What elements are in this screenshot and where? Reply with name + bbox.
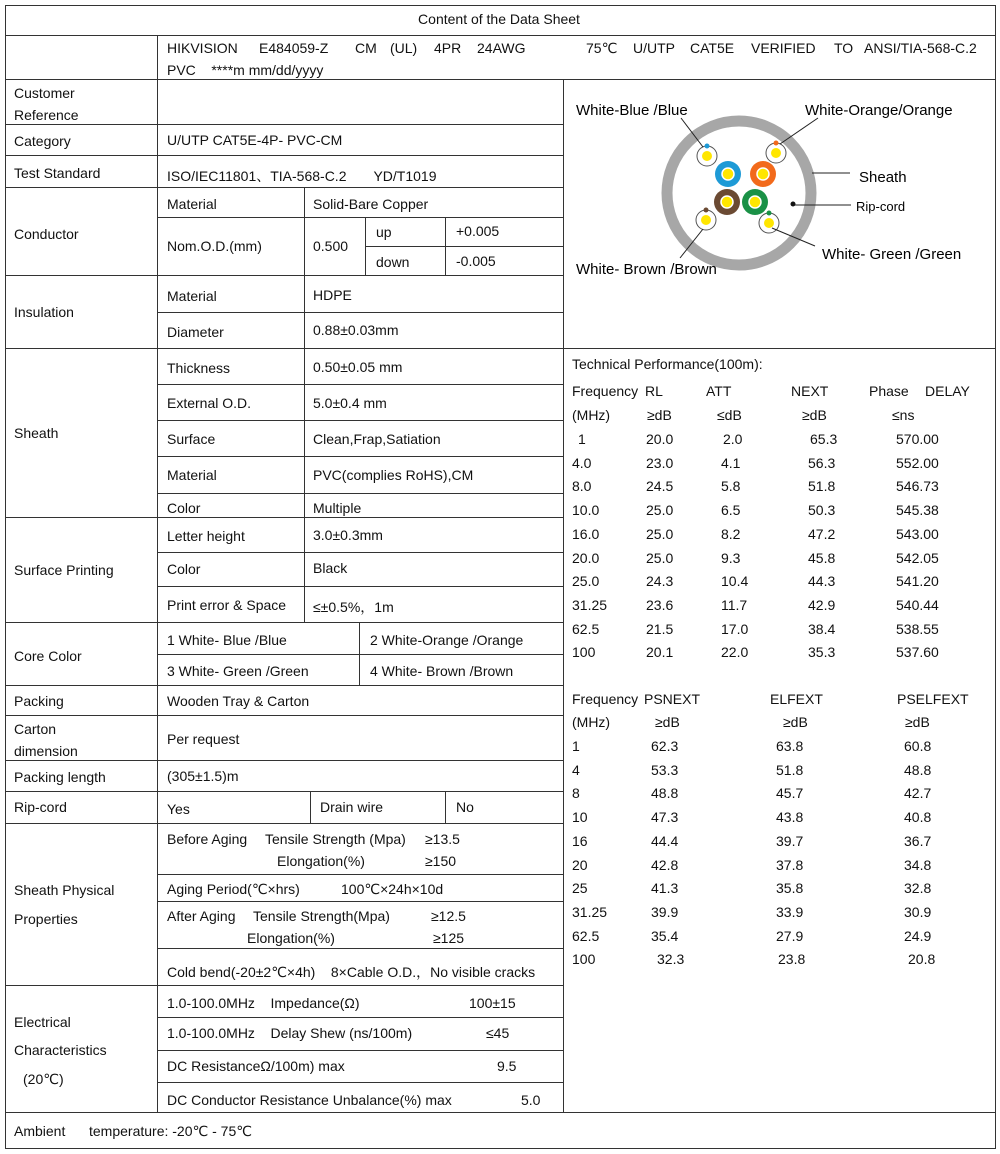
perf1-cell: 25.0 xyxy=(646,525,674,542)
insulation-material-label: Material xyxy=(167,288,217,304)
after-elongation-value: ≥125 xyxy=(433,930,465,946)
sheath-row-label: Color xyxy=(167,500,201,516)
conductor-od-value: 0.500 xyxy=(313,238,349,254)
perf1-cell: 47.2 xyxy=(808,525,836,542)
perf1-cell: 56.3 xyxy=(808,454,836,471)
perf2-unit: ≥dB xyxy=(655,714,680,730)
perf2-header: Frequency xyxy=(572,691,639,707)
category-label: Category xyxy=(14,133,71,149)
perf2-cell: 42.7 xyxy=(904,785,932,802)
perf2-cell: 45.7 xyxy=(776,785,804,802)
packing-label: Packing xyxy=(14,693,64,709)
packing-length-label: Packing length xyxy=(14,769,106,785)
perf1-cell: 8.2 xyxy=(721,525,741,542)
rip-cord-dot xyxy=(791,202,796,207)
carton-value: Per request xyxy=(167,731,240,747)
orange-core-conductor xyxy=(757,168,769,180)
perf1-header: NEXT xyxy=(791,383,829,399)
drain-wire-value: No xyxy=(456,799,474,815)
surface-printing-row-value: Black xyxy=(313,560,348,576)
sheath-label: Sheath xyxy=(14,425,59,441)
perf2-cell: 25 xyxy=(572,880,588,897)
label-white-blue: White-Blue /Blue xyxy=(576,102,688,119)
perf1-cell: 545.38 xyxy=(896,502,939,519)
perf1-cell: 24.5 xyxy=(646,478,674,495)
perf2-cell: 24.9 xyxy=(904,927,932,944)
aging-period-value: 100℃×24h×10d xyxy=(341,881,444,897)
sheath-row-label: External O.D. xyxy=(167,395,252,411)
green-stripe-dot xyxy=(767,211,772,216)
perf1-cell: 8.0 xyxy=(572,478,592,495)
perf1-cell: 51.8 xyxy=(808,478,836,495)
perf1-cell: 20.0 xyxy=(646,431,674,447)
perf2-cell: 60.8 xyxy=(904,738,932,754)
perf2-cell: 32.8 xyxy=(904,880,932,897)
label-white-green: White- Green /Green xyxy=(822,246,962,263)
perf1-cell: 24.3 xyxy=(646,573,674,590)
perf2-cell: 62.3 xyxy=(651,738,679,754)
cold-bend-text: Cold bend(-20±2℃×4h) 8×Cable O.D.，No visible cracks xyxy=(167,964,536,980)
perf2-cell: 42.8 xyxy=(651,856,679,873)
surface-printing-row-label: Print error & Space xyxy=(167,597,287,613)
after-tensile-label: Tensile Strength(Mpa) xyxy=(253,908,390,924)
perf1-cell: 538.55 xyxy=(896,620,939,637)
brown-core-conductor xyxy=(721,196,733,208)
carton-label-2: dimension xyxy=(14,743,78,759)
perf1-cell: 20.0 xyxy=(572,549,600,566)
perf1-header: DELAY xyxy=(925,383,970,399)
dc-resistance-value: 9.5 xyxy=(497,1058,517,1074)
sheath-row-label: Surface xyxy=(167,431,216,447)
perf2-unit: ≥dB xyxy=(905,714,930,730)
perf1-cell: 543.00 xyxy=(896,525,939,542)
perf2-cell: 47.3 xyxy=(651,809,679,826)
customer-reference-label: Customer xyxy=(14,85,75,101)
tensile-label: Tensile Strength (Mpa) xyxy=(265,831,406,847)
perf2-cell: 4 xyxy=(572,761,580,778)
perf1-cell: 35.3 xyxy=(808,644,836,661)
test-standard-label: Test Standard xyxy=(14,165,101,181)
perf2-cell: 39.9 xyxy=(651,903,679,920)
perf1-header: ATT xyxy=(706,383,732,399)
conductor-down-label: down xyxy=(376,254,410,270)
dc-resistance-label: DC ResistanceΩ/100m) max xyxy=(167,1058,345,1074)
white-blue-stripe-conductor xyxy=(702,151,712,161)
perf1-cell: 1 xyxy=(578,431,586,447)
delay-skew-value: ≤45 xyxy=(486,1025,510,1041)
after-elongation-label: Elongation(%) xyxy=(247,930,335,946)
sheath-row-value: 5.0±0.4 mm xyxy=(313,395,387,411)
dc-unbalance-value: 5.0 xyxy=(521,1092,541,1108)
rip-cord-label: Rip-cord xyxy=(14,799,67,815)
performance-title: Technical Performance(100m): xyxy=(572,356,763,372)
elongation-value: ≥150 xyxy=(425,853,457,869)
perf2-cell: 20 xyxy=(572,856,588,873)
perf2-cell: 53.3 xyxy=(651,761,679,778)
core-color-3: 3 White- Green /Green xyxy=(167,663,309,679)
perf1-header: RL xyxy=(645,383,663,399)
perf2-cell: 41.3 xyxy=(651,880,679,897)
core-color-4: 4 White- Brown /Brown xyxy=(370,663,514,679)
insulation-label: Insulation xyxy=(14,304,74,320)
insulation-diameter-value: 0.88±0.03mm xyxy=(313,322,399,338)
elongation-label: Elongation(%) xyxy=(277,853,365,869)
sheath-row-value: Multiple xyxy=(313,500,362,516)
perf1-unit: ≥dB xyxy=(802,407,827,423)
category-value: U/UTP CAT5E-4P- PVC-CM xyxy=(167,132,343,148)
perf1-cell: 65.3 xyxy=(810,431,838,447)
white-orange-stripe-conductor xyxy=(771,148,781,158)
delay-skew-label: 1.0-100.0MHz Delay Shew (ns/100m) xyxy=(167,1025,413,1041)
packing-length-value: (305±1.5)m xyxy=(167,768,239,784)
sheath-row-value: Clean,Frap,Satiation xyxy=(313,431,441,447)
blue-core-conductor xyxy=(722,168,734,180)
perf1-cell: 100 xyxy=(572,644,596,661)
core-color-1: 1 White- Blue /Blue xyxy=(167,632,287,648)
brown-stripe-dot xyxy=(704,208,709,213)
sheath-row-value: 0.50±0.05 mm xyxy=(313,359,403,375)
surface-printing-row-value: 3.0±0.3mm xyxy=(313,527,383,543)
label-sheath: Sheath xyxy=(859,169,907,186)
perf2-cell: 39.7 xyxy=(776,832,804,849)
perf2-unit: ≥dB xyxy=(783,714,808,730)
ambient-label: Ambient xyxy=(14,1123,66,1139)
perf1-cell: 552.00 xyxy=(896,454,939,471)
perf1-cell: 25.0 xyxy=(646,502,674,519)
impedance-value: 100±15 xyxy=(469,995,516,1011)
blue-stripe-dot xyxy=(705,144,710,149)
perf1-cell: 22.0 xyxy=(721,644,749,661)
white-brown-stripe-conductor xyxy=(701,215,711,225)
perf1-cell: 9.3 xyxy=(721,549,741,566)
perf1-header: Frequency xyxy=(572,383,639,399)
before-aging-label: Before Aging xyxy=(167,831,248,847)
perf2-cell: 32.3 xyxy=(657,951,685,968)
perf1-cell: 537.60 xyxy=(896,644,939,661)
perf2-cell: 40.8 xyxy=(904,809,932,826)
perf1-cell: 546.73 xyxy=(896,478,939,495)
label-white-brown: White- Brown /Brown xyxy=(576,261,717,278)
impedance-label: 1.0-100.0MHz Impedance(Ω) xyxy=(167,995,360,1011)
perf1-unit: (MHz) xyxy=(572,407,611,423)
perf1-cell: 38.4 xyxy=(808,620,836,637)
ambient-value: temperature: -20℃ - 75℃ xyxy=(89,1123,252,1139)
perf1-cell: 541.20 xyxy=(896,573,939,590)
perf2-cell: 48.8 xyxy=(904,761,932,778)
perf2-cell: 27.9 xyxy=(776,927,804,944)
perf1-cell: 17.0 xyxy=(721,620,749,637)
perf1-cell: 23.0 xyxy=(646,454,674,471)
perf1-header: Phase xyxy=(869,383,909,399)
conductor-down-value: -0.005 xyxy=(456,253,496,269)
sheath-physical-label-2: Properties xyxy=(14,911,78,927)
perf2-cell: 51.8 xyxy=(776,761,804,778)
perf1-cell: 25.0 xyxy=(646,549,674,566)
perf2-header: PSELFEXT xyxy=(897,691,969,707)
perf1-unit: ≤dB xyxy=(717,407,742,423)
conductor-od-label: Nom.O.D.(mm) xyxy=(167,238,262,254)
drain-wire-label: Drain wire xyxy=(320,799,384,815)
surface-printing-label: Surface Printing xyxy=(14,562,114,578)
conductor-up-label: up xyxy=(376,224,392,240)
after-tensile-value: ≥12.5 xyxy=(431,908,466,924)
surface-printing-row-label: Letter height xyxy=(167,528,245,544)
rip-cord-value: Yes xyxy=(167,801,190,817)
perf2-cell: 10 xyxy=(572,809,588,826)
perf1-cell: 23.6 xyxy=(646,596,674,613)
perf2-cell: 62.5 xyxy=(572,927,600,944)
green-core-conductor xyxy=(749,196,761,208)
perf2-header: PSNEXT xyxy=(644,691,701,707)
perf2-cell: 8 xyxy=(572,785,580,802)
conductor-up-value: +0.005 xyxy=(456,223,500,239)
core-color-2: 2 White-Orange /Orange xyxy=(370,632,524,648)
electrical-label-2: Characteristics xyxy=(14,1042,107,1058)
perf1-cell: 31.25 xyxy=(572,596,608,613)
surface-printing-row-value: ≤±0.5%，1m xyxy=(313,599,394,615)
label-white-orange: White-Orange/Orange xyxy=(805,102,953,119)
perf2-cell: 37.8 xyxy=(776,856,804,873)
packing-value: Wooden Tray & Carton xyxy=(167,693,310,709)
perf1-unit: ≤ns xyxy=(892,407,915,423)
dc-unbalance-label: DC Conductor Resistance Unbalance(%) max xyxy=(167,1092,452,1108)
customer-reference-label-2: Reference xyxy=(14,107,79,123)
perf2-cell: 31.25 xyxy=(572,903,608,920)
perf1-cell: 4.1 xyxy=(721,454,741,471)
orange-stripe-dot xyxy=(774,141,779,146)
perf1-cell: 45.8 xyxy=(808,549,836,566)
perf1-cell: 20.1 xyxy=(646,644,674,661)
carton-label: Carton xyxy=(14,721,57,737)
electrical-label-3: (20℃) xyxy=(23,1071,64,1087)
perf1-cell: 10.4 xyxy=(721,573,749,590)
perf2-unit: (MHz) xyxy=(572,714,611,730)
perf1-cell: 570.00 xyxy=(896,431,939,447)
perf2-cell: 44.4 xyxy=(651,832,679,849)
surface-printing-row-label: Color xyxy=(167,561,201,577)
insulation-diameter-label: Diameter xyxy=(167,324,224,340)
sheath-row-label: Thickness xyxy=(167,360,231,376)
perf1-cell: 16.0 xyxy=(572,525,600,542)
aging-period-label: Aging Period(℃×hrs) xyxy=(167,881,300,897)
perf1-cell: 6.5 xyxy=(721,502,741,519)
sheath-ring xyxy=(667,121,811,265)
perf2-cell: 35.8 xyxy=(776,880,804,897)
insulation-material-value: HDPE xyxy=(313,287,352,303)
perf1-cell: 25.0 xyxy=(572,573,600,590)
core-color-label: Core Color xyxy=(14,648,82,664)
perf2-cell: 36.7 xyxy=(904,832,932,849)
perf2-cell: 30.9 xyxy=(904,903,932,920)
perf2-cell: 33.9 xyxy=(776,903,804,920)
perf1-cell: 10.0 xyxy=(572,502,600,519)
tensile-value: ≥13.5 xyxy=(425,831,460,847)
page-title: Content of the Data Sheet xyxy=(418,11,580,27)
electrical-label: Electrical xyxy=(14,1014,71,1030)
perf2-cell: 16 xyxy=(572,832,588,849)
perf1-unit: ≥dB xyxy=(647,407,672,423)
perf1-cell: 50.3 xyxy=(808,502,836,519)
sheath-physical-label: Sheath Physical xyxy=(14,882,115,898)
perf1-cell: 42.9 xyxy=(808,596,836,613)
perf1-cell: 542.05 xyxy=(896,549,939,566)
conductor-material-value: Solid-Bare Copper xyxy=(313,196,429,212)
perf2-cell: 1 xyxy=(572,738,580,754)
after-aging-label: After Aging xyxy=(167,908,236,924)
leader-lines xyxy=(680,118,851,258)
white-green-stripe-conductor xyxy=(764,218,774,228)
perf1-cell: 4.0 xyxy=(572,454,592,471)
conductor-label: Conductor xyxy=(14,226,79,242)
conductor-material-label: Material xyxy=(167,196,217,212)
perf2-cell: 100 xyxy=(572,951,596,968)
perf1-cell: 62.5 xyxy=(572,620,600,637)
sheath-row-label: Material xyxy=(167,467,217,483)
test-standard-value: ISO/IEC11801、TIA-568-C.2 YD/T1019 xyxy=(167,168,437,184)
cable-diagram xyxy=(667,121,811,265)
perf1-cell: 540.44 xyxy=(896,596,939,613)
perf2-cell: 35.4 xyxy=(651,927,679,944)
perf2-cell: 20.8 xyxy=(908,951,936,968)
perf1-cell: 2.0 xyxy=(723,431,743,447)
perf1-cell: 5.8 xyxy=(721,478,741,495)
perf2-cell: 43.8 xyxy=(776,809,804,826)
sheath-row-value: PVC(complies RoHS),CM xyxy=(313,467,474,483)
perf2-cell: 34.8 xyxy=(904,856,932,873)
perf2-header: ELFEXT xyxy=(770,691,823,707)
label-rip-cord: Rip-cord xyxy=(856,199,906,214)
perf2-cell: 48.8 xyxy=(651,785,679,802)
perf2-cell: 63.8 xyxy=(776,738,804,754)
perf1-cell: 21.5 xyxy=(646,620,674,637)
perf1-cell: 11.7 xyxy=(721,596,748,613)
perf2-cell: 23.8 xyxy=(778,951,806,968)
perf1-cell: 44.3 xyxy=(808,573,836,590)
